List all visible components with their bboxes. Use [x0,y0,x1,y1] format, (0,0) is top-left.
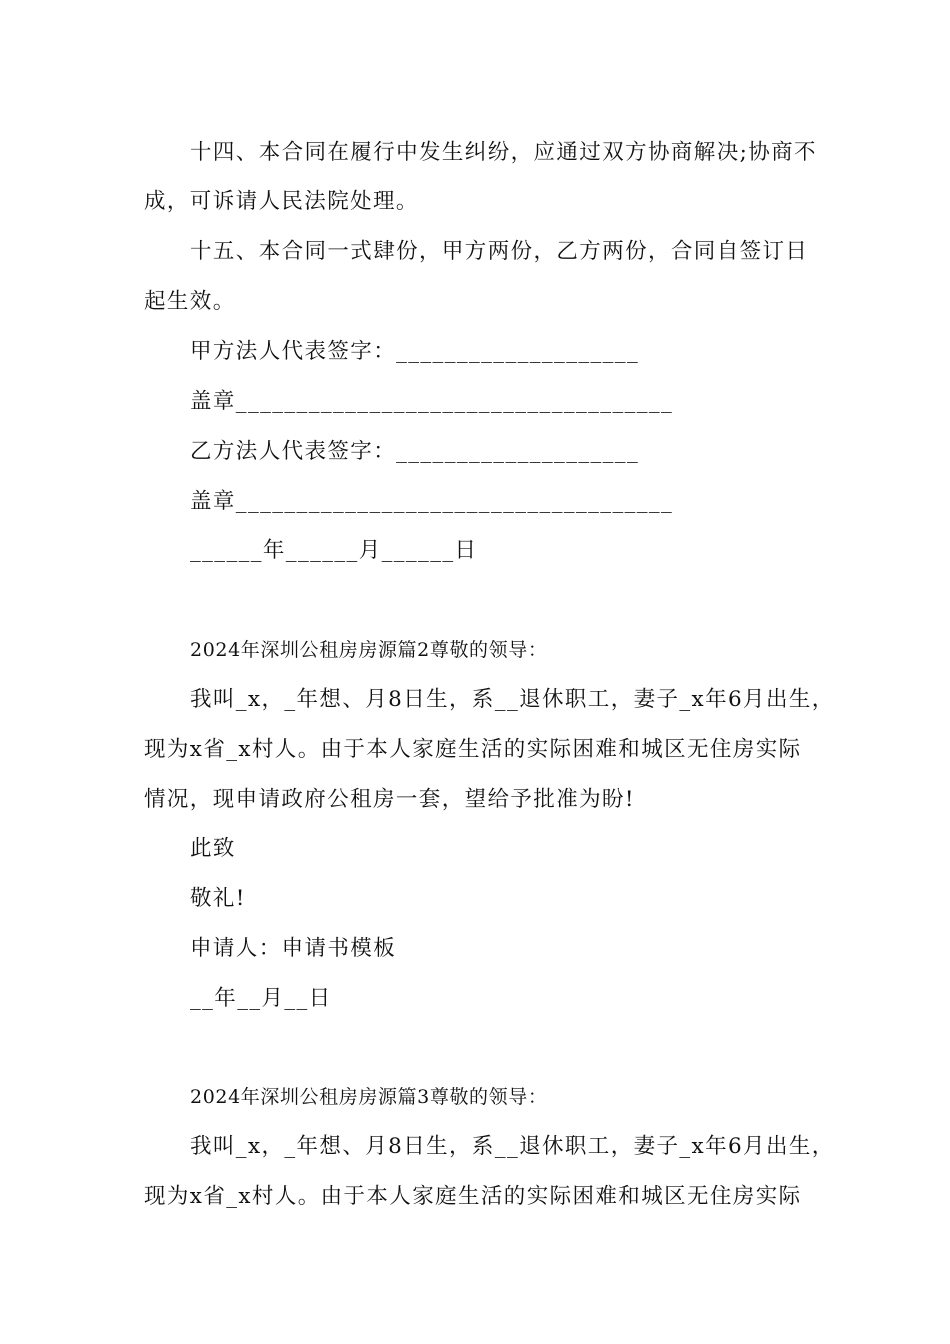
contract-date-line: ______年______月______日 [190,538,478,563]
party-a-seal-line: 盖章____________________________________ [190,389,674,414]
section-3-body-line-2: 现为x省_x村人。由于本人家庭生活的实际困难和城区无住房实际 [144,1184,802,1209]
section-3-heading: 2024年深圳公租房房源篇3尊敬的领导： [190,1086,548,1108]
clause-14-line-2: 成，可诉请人民法院处理。 [144,189,419,214]
section-2-body-line-2: 现为x省_x村人。由于本人家庭生活的实际困难和城区无住房实际 [144,737,802,762]
section-2-closing-1: 此致 [190,836,236,861]
section-3-body-line-1: 我叫_x，_年想、月8日生，系__退休职工，妻子_x年6月出生， [190,1134,835,1159]
section-2-body-line-1: 我叫_x，_年想、月8日生，系__退休职工，妻子_x年6月出生， [190,687,835,712]
party-b-signature-line: 乙方法人代表签字：____________________ [190,439,640,464]
clause-14-line-1: 十四、本合同在履行中发生纠纷，应通过双方协商解决;协商不 [190,140,817,165]
section-2-heading: 2024年深圳公租房房源篇2尊敬的领导： [190,639,548,661]
party-a-signature-line: 甲方法人代表签字：____________________ [190,339,640,364]
section-2-applicant: 申请人：申请书模板 [190,936,397,961]
section-2-body-line-3: 情况，现申请政府公租房一套，望给予批准为盼! [144,787,635,812]
clause-15-line-1: 十五、本合同一式肆份，甲方两份，乙方两份，合同自签订日 [190,239,809,264]
section-2-date: __年__月__日 [190,986,332,1011]
party-b-seal-line: 盖章____________________________________ [190,489,674,514]
clause-15-line-2: 起生效。 [144,289,236,314]
section-2-closing-2: 敬礼! [190,886,246,911]
